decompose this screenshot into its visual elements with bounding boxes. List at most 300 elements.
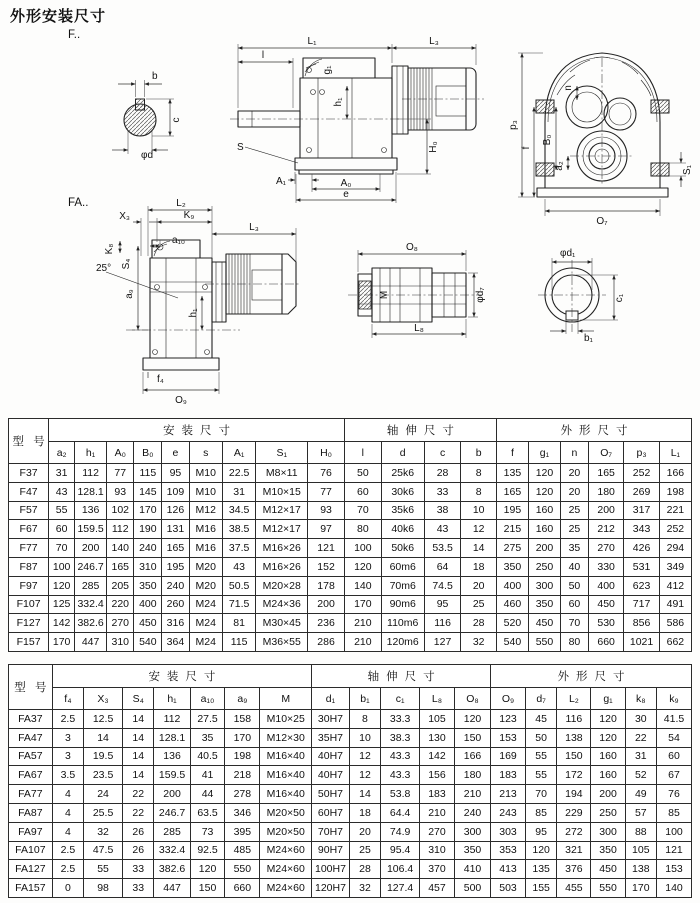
dim-b: b <box>152 71 158 82</box>
value-cell: 98 <box>84 879 123 898</box>
column-header: S₄ <box>123 688 154 710</box>
value-cell: 1021 <box>624 633 659 652</box>
value-cell: 138 <box>625 860 656 879</box>
value-cell: 166 <box>454 747 490 766</box>
value-cell: 95 <box>162 464 189 483</box>
dim-X3: X₃ <box>119 211 130 222</box>
value-cell: 200 <box>308 595 345 614</box>
value-cell: 531 <box>624 557 659 576</box>
table-row <box>9 766 692 785</box>
value-cell: 28 <box>461 614 496 633</box>
f-series-label: F.. <box>68 29 81 41</box>
value-cell: 220 <box>107 595 134 614</box>
value-cell: 120 <box>528 482 560 501</box>
value-cell: 198 <box>225 747 260 766</box>
value-cell: 31 <box>625 747 656 766</box>
value-cell: 450 <box>134 614 162 633</box>
column-header: p₃ <box>624 442 659 464</box>
value-cell: 67 <box>657 766 692 785</box>
model-cell: FA67 <box>9 766 53 785</box>
value-cell: 20 <box>560 482 588 501</box>
value-cell: 80 <box>344 520 381 539</box>
value-cell: 55 <box>49 501 75 520</box>
value-cell: 74.5 <box>424 576 461 595</box>
value-cell: 503 <box>491 879 526 898</box>
value-cell: 60 <box>560 595 588 614</box>
value-cell: 43 <box>222 557 255 576</box>
value-cell: 81 <box>222 614 255 633</box>
value-cell: M16×40 <box>260 785 312 804</box>
technical-drawings <box>0 0 700 415</box>
value-cell: 34.5 <box>222 501 255 520</box>
dim-h1b: h₁ <box>188 308 199 318</box>
value-cell: 426 <box>624 539 659 558</box>
dim-M: M <box>379 290 390 300</box>
value-cell: 24 <box>84 785 123 804</box>
value-cell: 240 <box>162 576 189 595</box>
value-cell: 294 <box>659 539 691 558</box>
value-cell: 330 <box>588 557 623 576</box>
value-cell: 123 <box>491 710 526 729</box>
value-cell: 12.5 <box>84 710 123 729</box>
value-cell: 285 <box>75 576 107 595</box>
dim-S: S <box>237 142 244 153</box>
value-cell: 150 <box>454 728 490 747</box>
value-cell: 221 <box>659 501 691 520</box>
value-cell: 106.4 <box>381 860 420 879</box>
table-row <box>9 557 692 576</box>
value-cell: M24×60 <box>260 841 312 860</box>
table-row <box>9 501 692 520</box>
value-cell: 140 <box>657 879 692 898</box>
value-cell: 140 <box>344 576 381 595</box>
value-cell: 33 <box>123 860 154 879</box>
column-header: g₁ <box>528 442 560 464</box>
value-cell: 145 <box>134 482 162 501</box>
model-cell: FA47 <box>9 728 53 747</box>
value-cell: 121 <box>308 539 345 558</box>
value-cell: 180 <box>454 766 490 785</box>
value-cell: M36×55 <box>256 633 308 652</box>
value-cell: 100 <box>344 539 381 558</box>
value-cell: 142 <box>420 747 455 766</box>
value-cell: M30×45 <box>256 614 308 633</box>
fa-side-view-drawing <box>96 198 300 406</box>
dim-S4: S₄ <box>121 258 132 270</box>
value-cell: 100 <box>49 557 75 576</box>
value-cell: 38.3 <box>381 728 420 747</box>
value-cell: 165 <box>496 482 528 501</box>
value-cell: 30k6 <box>381 482 424 501</box>
column-header: d₇ <box>525 688 556 710</box>
table-row <box>9 710 692 729</box>
value-cell: 382.6 <box>154 860 190 879</box>
value-cell: 550 <box>591 879 625 898</box>
value-cell: 8 <box>461 482 496 501</box>
column-header: l <box>344 442 381 464</box>
value-cell: 12 <box>349 766 380 785</box>
value-cell: 53.8 <box>381 785 420 804</box>
column-header: a₉ <box>225 688 260 710</box>
value-cell: 43.3 <box>381 747 420 766</box>
value-cell: 3 <box>52 747 83 766</box>
model-cell: F67 <box>9 520 49 539</box>
value-cell: 205 <box>107 576 134 595</box>
value-cell: M24 <box>189 595 222 614</box>
group-header: 轴伸尺寸 <box>312 665 491 688</box>
column-header: A₀ <box>107 442 134 464</box>
table-row <box>9 879 692 898</box>
table-row <box>9 595 692 614</box>
value-cell: 212 <box>588 520 623 539</box>
column-header: O₉ <box>491 688 526 710</box>
value-cell: 210 <box>420 803 455 822</box>
value-cell: 28 <box>424 464 461 483</box>
value-cell: 350 <box>528 595 560 614</box>
column-header: g₁ <box>591 688 625 710</box>
value-cell: 12 <box>349 747 380 766</box>
value-cell: 95 <box>525 822 556 841</box>
dim-H0: H₀ <box>428 141 439 153</box>
value-cell: 37.5 <box>222 539 255 558</box>
value-cell: 159.5 <box>75 520 107 539</box>
model-column-header: 型 号 <box>9 665 53 710</box>
value-cell: 350 <box>496 557 528 576</box>
value-cell: 31 <box>222 482 255 501</box>
value-cell: 252 <box>624 464 659 483</box>
value-cell: M16×40 <box>260 766 312 785</box>
dim-f4: f₄ <box>157 374 164 385</box>
value-cell: 116 <box>557 710 591 729</box>
value-cell: 30 <box>625 710 656 729</box>
value-cell: 178 <box>308 576 345 595</box>
table-row <box>9 614 692 633</box>
value-cell: 310 <box>107 633 134 652</box>
dim-angle-25: 25° <box>96 263 112 274</box>
value-cell: 166 <box>659 464 691 483</box>
value-cell: 170 <box>625 879 656 898</box>
value-cell: 2.5 <box>52 710 83 729</box>
mounting-flange <box>143 358 219 370</box>
value-cell: 165 <box>162 539 189 558</box>
value-cell: 353 <box>491 841 526 860</box>
key-section <box>136 99 145 110</box>
gearbox-body <box>300 78 392 158</box>
value-cell: 270 <box>588 539 623 558</box>
dim-g1: g₁ <box>322 65 333 75</box>
hollow-output-shaft-drawing <box>348 242 486 338</box>
column-header: d₁ <box>312 688 350 710</box>
value-cell: 47.5 <box>84 841 123 860</box>
value-cell: 33 <box>123 879 154 898</box>
value-cell: 450 <box>591 860 625 879</box>
value-cell: 120 <box>528 464 560 483</box>
value-cell: 165 <box>107 557 134 576</box>
model-cell: F157 <box>9 633 49 652</box>
value-cell: 243 <box>491 803 526 822</box>
value-cell: 332.4 <box>154 841 190 860</box>
value-cell: 33.3 <box>381 710 420 729</box>
value-cell: 71.5 <box>222 595 255 614</box>
value-cell: 285 <box>154 822 190 841</box>
table-row <box>9 841 692 860</box>
value-cell: 127 <box>424 633 461 652</box>
value-cell: 110m6 <box>381 614 424 633</box>
value-cell: M20×28 <box>256 576 308 595</box>
value-cell: 93 <box>107 482 134 501</box>
table-header <box>9 665 692 710</box>
table-row <box>9 860 692 879</box>
dim-a10: a₁₀ <box>172 235 186 246</box>
value-cell: 120 <box>525 841 556 860</box>
value-cell: 410 <box>454 860 490 879</box>
value-cell: 40H7 <box>312 747 350 766</box>
value-cell: 260 <box>162 595 189 614</box>
dim-n: n <box>563 85 574 91</box>
value-cell: 64 <box>424 557 461 576</box>
value-cell: 350 <box>134 576 162 595</box>
value-cell: 317 <box>624 501 659 520</box>
value-cell: M24×36 <box>256 595 308 614</box>
value-cell: 26 <box>123 841 154 860</box>
table-row <box>9 539 692 558</box>
value-cell: M16 <box>189 539 222 558</box>
value-cell: 662 <box>659 633 691 652</box>
value-cell: 40 <box>560 557 588 576</box>
table-row <box>9 482 692 501</box>
value-cell: M16×40 <box>260 747 312 766</box>
value-cell: 540 <box>496 633 528 652</box>
model-cell: F127 <box>9 614 49 633</box>
value-cell: 109 <box>162 482 189 501</box>
value-cell: 180 <box>588 482 623 501</box>
dim-phi-d1: φd₁ <box>560 248 576 259</box>
value-cell: 120 <box>591 728 625 747</box>
value-cell: M12×17 <box>256 520 308 539</box>
shaft-key-section-drawing <box>112 71 182 161</box>
value-cell: 60 <box>49 520 75 539</box>
value-cell: 3.5 <box>52 766 83 785</box>
value-cell: 60m6 <box>381 557 424 576</box>
value-cell: 50 <box>344 464 381 483</box>
mounting-flange <box>295 158 397 170</box>
value-cell: 80 <box>560 633 588 652</box>
value-cell: 135 <box>525 860 556 879</box>
value-cell: 26 <box>123 822 154 841</box>
value-cell: 400 <box>588 576 623 595</box>
value-cell: 32 <box>461 633 496 652</box>
value-cell: 25 <box>461 595 496 614</box>
value-cell: M20×50 <box>260 822 312 841</box>
value-cell: 300 <box>591 822 625 841</box>
value-cell: 18 <box>349 803 380 822</box>
value-cell: 57 <box>625 803 656 822</box>
value-cell: 8 <box>349 710 380 729</box>
value-cell: 105 <box>625 841 656 860</box>
value-cell: 450 <box>528 614 560 633</box>
dim-S1: S₁ <box>682 164 693 176</box>
value-cell: 4 <box>52 785 83 804</box>
value-cell: 41 <box>190 766 225 785</box>
table-row <box>9 822 692 841</box>
value-cell: M10 <box>189 482 222 501</box>
value-cell: 160 <box>528 501 560 520</box>
dim-phi-d: φd <box>141 150 154 161</box>
value-cell: 213 <box>491 785 526 804</box>
value-cell: M16×26 <box>256 539 308 558</box>
value-cell: M12 <box>189 501 222 520</box>
value-cell: 60 <box>344 482 381 501</box>
dim-O8: O₈ <box>406 242 418 253</box>
value-cell: 195 <box>162 557 189 576</box>
value-cell: 50.5 <box>222 576 255 595</box>
value-cell: 530 <box>588 614 623 633</box>
value-cell: 236 <box>308 614 345 633</box>
f-end-view-drawing <box>508 53 693 227</box>
value-cell: M24 <box>189 614 222 633</box>
value-cell: 50k6 <box>381 539 424 558</box>
value-cell: 346 <box>225 803 260 822</box>
column-header: h₁ <box>154 688 190 710</box>
value-cell: 120 <box>591 710 625 729</box>
model-cell: FA127 <box>9 860 53 879</box>
value-cell: 20 <box>349 822 380 841</box>
value-cell: 150 <box>190 879 225 898</box>
value-cell: 183 <box>420 785 455 804</box>
value-cell: 120 <box>454 710 490 729</box>
value-cell: 95.4 <box>381 841 420 860</box>
value-cell: 14 <box>349 785 380 804</box>
dim-L2: L₂ <box>176 198 186 209</box>
column-header: L₂ <box>557 688 591 710</box>
value-cell: 210 <box>344 614 381 633</box>
value-cell: 92.5 <box>190 841 225 860</box>
column-header: s <box>189 442 222 464</box>
value-cell: 332.4 <box>75 595 107 614</box>
value-cell: 14 <box>123 728 154 747</box>
value-cell: M10×25 <box>260 710 312 729</box>
value-cell: 27.5 <box>190 710 225 729</box>
value-cell: 22.5 <box>222 464 255 483</box>
group-header: 外形尺寸 <box>496 419 691 442</box>
value-cell: 350 <box>454 841 490 860</box>
value-cell: 32 <box>349 879 380 898</box>
value-cell: 95 <box>424 595 461 614</box>
column-header: X₃ <box>84 688 123 710</box>
value-cell: 138 <box>557 728 591 747</box>
column-header: b <box>461 442 496 464</box>
column-header: e <box>162 442 189 464</box>
value-cell: 38.5 <box>222 520 255 539</box>
column-header: a₂ <box>49 442 75 464</box>
value-cell: 450 <box>588 595 623 614</box>
model-cell: F87 <box>9 557 49 576</box>
value-cell: 33 <box>424 482 461 501</box>
group-header: 外形尺寸 <box>491 665 692 688</box>
value-cell: 200 <box>154 785 190 804</box>
value-cell: 112 <box>75 464 107 483</box>
value-cell: 31 <box>49 464 75 483</box>
column-header: f₄ <box>52 688 83 710</box>
value-cell: 250 <box>591 803 625 822</box>
value-cell: 52 <box>625 766 656 785</box>
value-cell: 310 <box>420 841 455 860</box>
value-cell: 45 <box>525 710 556 729</box>
value-cell: 550 <box>225 860 260 879</box>
value-cell: 41.5 <box>657 710 692 729</box>
value-cell: 200 <box>528 539 560 558</box>
value-cell: 165 <box>588 464 623 483</box>
table-row <box>9 576 692 595</box>
value-cell: 120m6 <box>381 633 424 652</box>
model-cell: FA97 <box>9 822 53 841</box>
column-header: S₁ <box>256 442 308 464</box>
value-cell: 90m6 <box>381 595 424 614</box>
value-cell: 35k6 <box>381 501 424 520</box>
value-cell: 25 <box>560 520 588 539</box>
value-cell: 76 <box>657 785 692 804</box>
value-cell: 660 <box>588 633 623 652</box>
value-cell: 155 <box>525 879 556 898</box>
column-header: h₁ <box>75 442 107 464</box>
value-cell: 278 <box>225 785 260 804</box>
value-cell: 370 <box>420 860 455 879</box>
model-cell: F97 <box>9 576 49 595</box>
dim-phi-d7: φd₇ <box>475 287 486 303</box>
value-cell: 240 <box>454 803 490 822</box>
value-cell: 130 <box>420 728 455 747</box>
value-cell: 376 <box>557 860 591 879</box>
model-cell: FA77 <box>9 785 53 804</box>
value-cell: 400 <box>496 576 528 595</box>
value-cell: 190 <box>134 520 162 539</box>
value-cell: 70 <box>49 539 75 558</box>
value-cell: 50H7 <box>312 785 350 804</box>
value-cell: 115 <box>134 464 162 483</box>
value-cell: 550 <box>528 633 560 652</box>
mounting-lug <box>536 100 554 113</box>
value-cell: 102 <box>107 501 134 520</box>
dim-e: e <box>343 189 349 200</box>
model-cell: FA87 <box>9 803 53 822</box>
dim-p3: p₃ <box>508 120 519 130</box>
column-header: k₉ <box>657 688 692 710</box>
value-cell: M8×11 <box>256 464 308 483</box>
value-cell: 112 <box>107 520 134 539</box>
value-cell: 77 <box>308 482 345 501</box>
value-cell: 200 <box>591 785 625 804</box>
value-cell: 170 <box>134 501 162 520</box>
column-header: b₁ <box>349 688 380 710</box>
group-header: 安装尺寸 <box>52 665 311 688</box>
value-cell: 127.4 <box>381 879 420 898</box>
value-cell: 116 <box>424 614 461 633</box>
value-cell: M16 <box>189 520 222 539</box>
table-body <box>9 710 692 898</box>
value-cell: 350 <box>591 841 625 860</box>
column-header: A₁ <box>222 442 255 464</box>
value-cell: 25.5 <box>84 803 123 822</box>
value-cell: 35H7 <box>312 728 350 747</box>
value-cell: 32 <box>84 822 123 841</box>
value-cell: 343 <box>624 520 659 539</box>
value-cell: 272 <box>557 822 591 841</box>
table-body <box>9 464 692 652</box>
table-row <box>9 728 692 747</box>
value-cell: 491 <box>659 595 691 614</box>
dim-A1: A₁ <box>275 176 286 187</box>
value-cell: 100H7 <box>312 860 350 879</box>
